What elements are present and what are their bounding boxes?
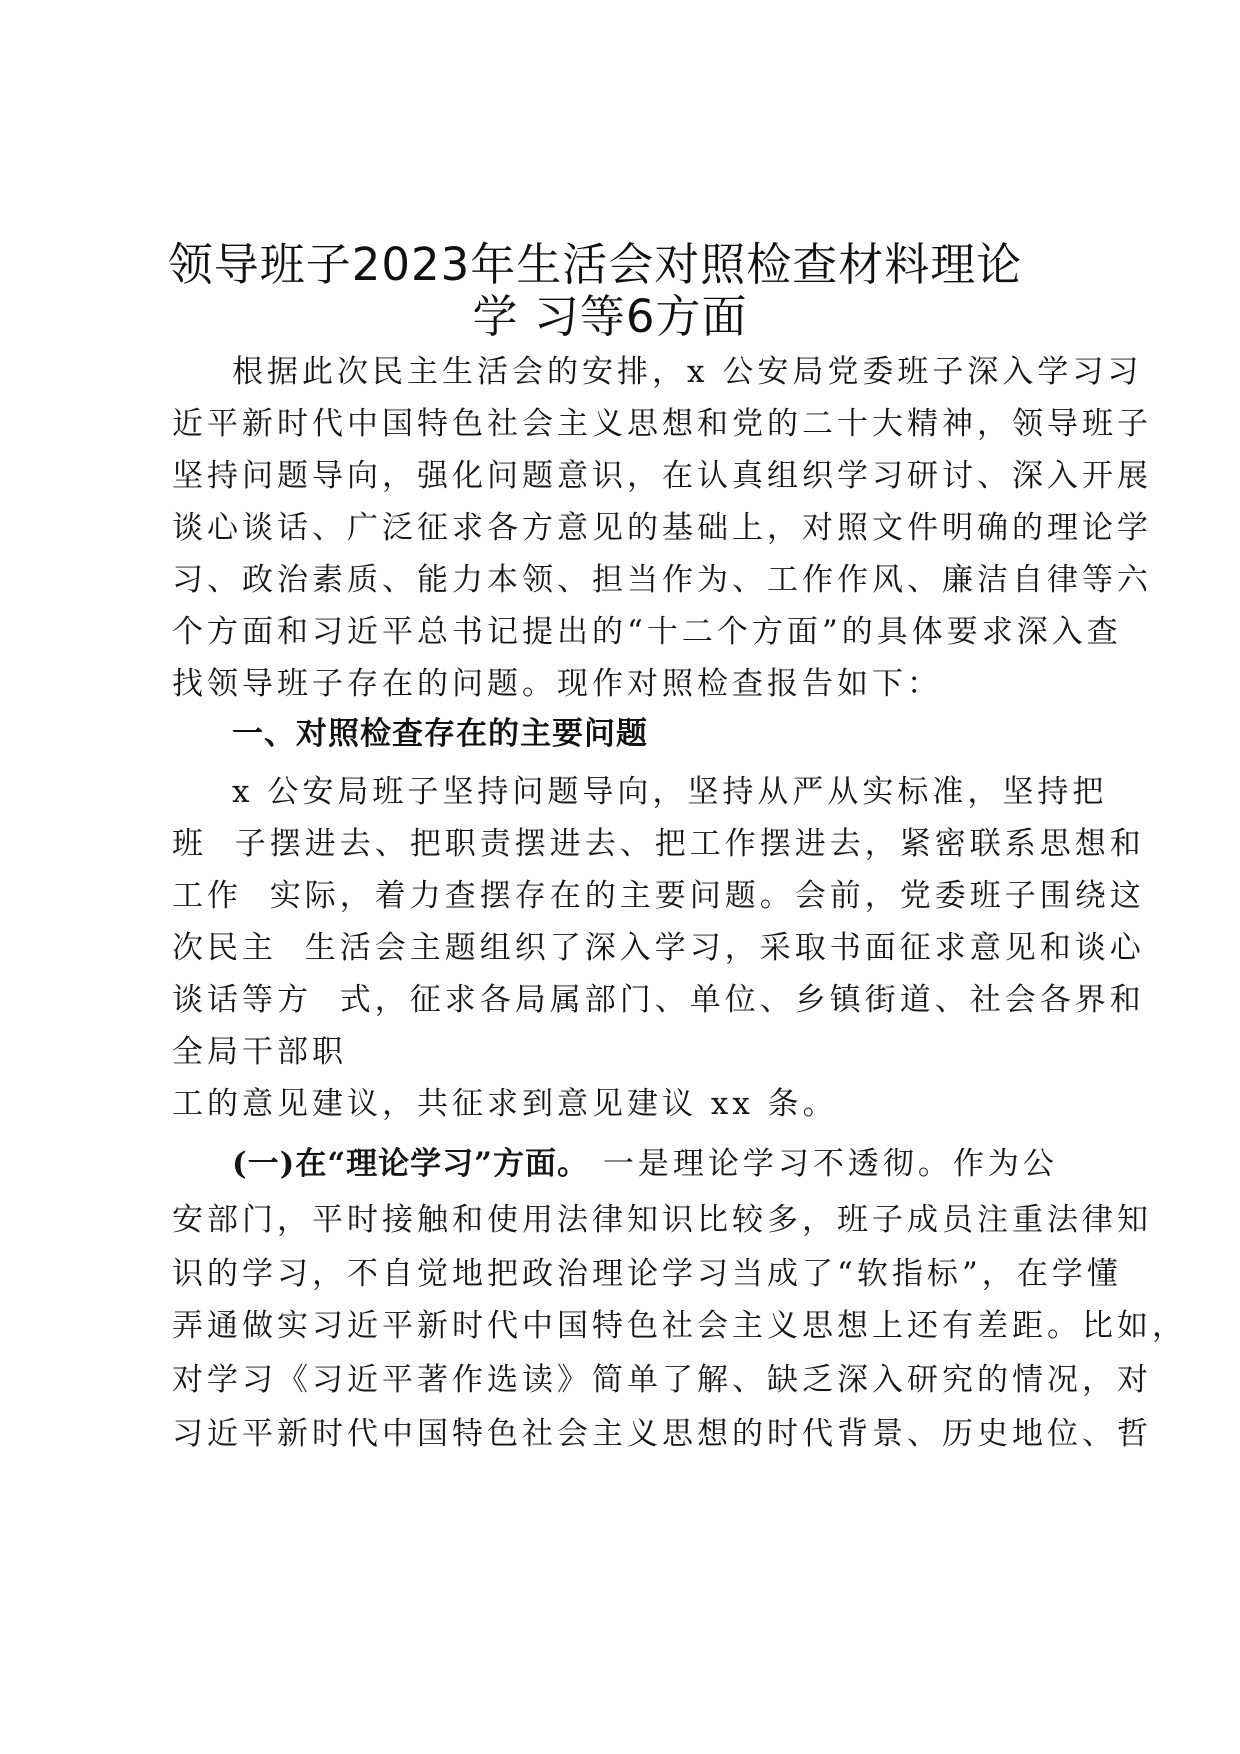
section-paragraph-line: 全局干部职 [172, 1034, 347, 1070]
section-paragraph-line: x 公安局班子坚持问题导向，坚持从严从实标准，坚持把 [232, 774, 1108, 810]
subsection-paragraph-line: 识的学习，不自觉地把政治理论学习当成了“软指标”，在学懂 [172, 1256, 1122, 1292]
subsection-paragraph-line: 习近平新时代中国特色社会主义思想的时代背景、历史地位、哲 [172, 1416, 1152, 1452]
subsection-label: (一)在“理论学习”方面。 [232, 1146, 589, 1182]
intro-paragraph-line: 个方面和习近平总书记提出的“十二个方面”的具体要求深入查 [172, 614, 1122, 650]
subsection-first-line-text: 一是理论学习不透彻。作为公 [589, 1146, 1058, 1182]
intro-paragraph-line: 谈心谈话、广泛征求各方意见的基础上，对照文件明确的理论学 [172, 510, 1152, 546]
intro-paragraph-line: 找领导班子存在的问题。现作对照检查报告如下： [172, 666, 942, 702]
section-paragraph-line: 工作 实际，着力查摆存在的主要问题。会前，党委班子围绕这 [172, 878, 1145, 914]
document-title-line-2: 学 习等6方面 [472, 290, 748, 343]
section-paragraph-line: 次民主 生活会主题组织了深入学习，采取书面征求意见和谈心 [172, 930, 1145, 966]
intro-paragraph-line: 近平新时代中国特色社会主义思想和党的二十大精神，领导班子 [172, 406, 1152, 442]
section-paragraph-line: 谈话等方 式，征求各局属部门、单位、乡镇街道、社会各界和 [172, 982, 1145, 1018]
section-paragraph-line: 班 子摆进去、把职责摆进去、把工作摆进去，紧密联系思想和 [172, 826, 1145, 862]
subsection-paragraph-line: 弄通做实习近平新时代中国特色社会主义思想上还有差距。比如， [172, 1308, 1187, 1344]
subsection-paragraph-line: 安部门，平时接触和使用法律知识比较多，班子成员注重法律知 [172, 1202, 1152, 1238]
section-heading: 一、对照检查存在的主要问题 [232, 716, 648, 752]
intro-paragraph-line: 坚持问题导向，强化问题意识，在认真组织学习研讨、深入开展 [172, 458, 1152, 494]
intro-paragraph-line: 习、政治素质、能力本领、担当作为、工作作风、廉洁自律等六 [172, 562, 1152, 598]
document-title-line-1: 领导班子2023年生活会对照检查材料理论 [167, 238, 1023, 291]
section-paragraph-line: 工的意见建议，共征求到意见建议 xx 条。 [172, 1086, 838, 1122]
subsection-first-line [232, 1144, 1058, 1184]
intro-paragraph-line: 根据此次民主生活会的安排，x 公安局党委班子深入学习习 [232, 354, 1143, 390]
subsection-paragraph-line: 对学习《习近平著作选读》简单了解、缺乏深入研究的情况，对 [172, 1362, 1152, 1398]
